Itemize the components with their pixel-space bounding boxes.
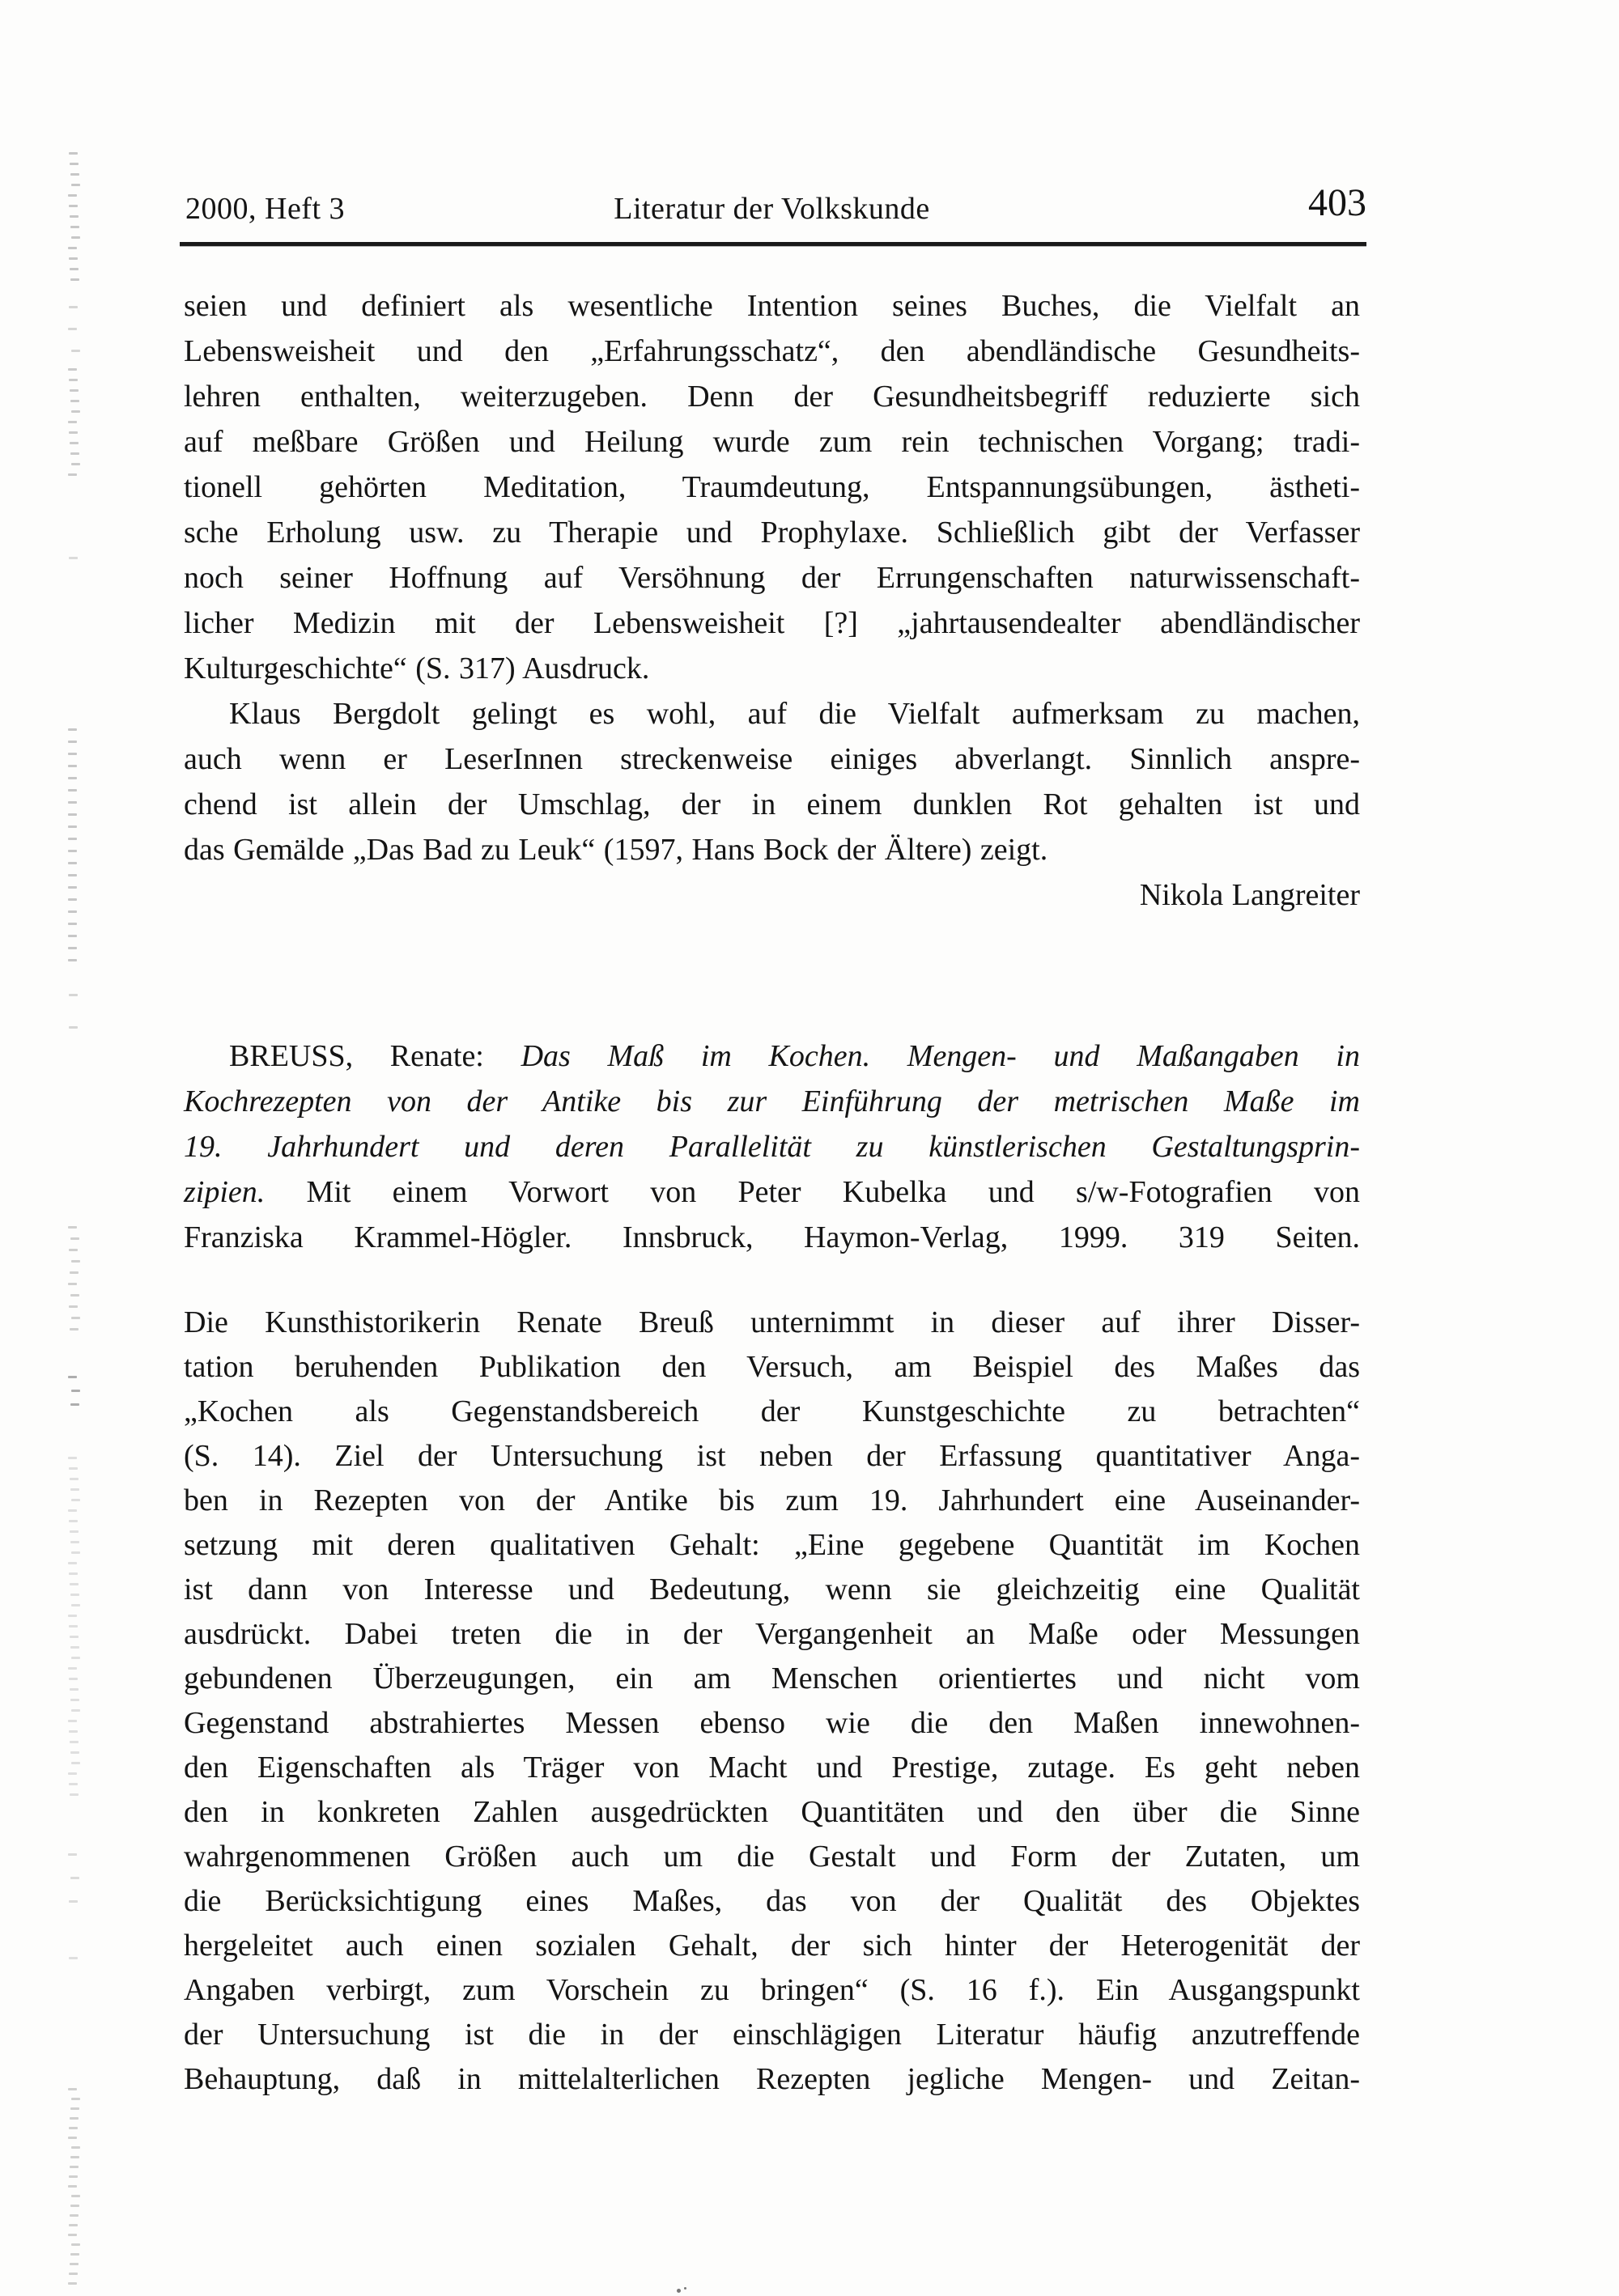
italic-text-segment: zipien. [184, 1175, 266, 1209]
scan-noise-dash [68, 789, 77, 792]
text-line [184, 374, 1360, 419]
text-segment: tionell gehörten Meditation, Traumdeutung, Entspannungsübungen, ästheti- [184, 470, 1360, 504]
scan-noise-dash [70, 1530, 79, 1533]
scan-noise-dash [68, 741, 77, 743]
scan-noise-dash [68, 473, 77, 476]
scan-noise-dash [70, 163, 79, 165]
scan-noise-dash [70, 1271, 79, 1274]
scan-noise-dash [71, 410, 80, 413]
review-breuss-text [184, 1301, 1360, 2102]
scan-noise-dash [70, 1328, 79, 1330]
scan-noise-dash [69, 205, 78, 207]
text-segment: Kulturgeschichte“ (S. 317) Ausdruck. [184, 651, 650, 685]
scan-noise-dash [71, 1390, 80, 1392]
scan-noise-dash [70, 1478, 79, 1480]
scan-noise-dash [68, 765, 77, 767]
text-segment: ausdrückt. Dabei treten die in der Vergangenheit an Maße oder Messungen [184, 1617, 1360, 1651]
scan-noise-dash [68, 801, 77, 804]
scan-noise-dash [68, 1667, 77, 1670]
scan-noise-speck [677, 2289, 681, 2293]
scan-noise-dash [69, 1625, 78, 1628]
scan-noise-dash [69, 306, 78, 308]
scan-noise-dash [71, 1657, 80, 1659]
scan-noise-dash [71, 1551, 80, 1554]
text-line [184, 601, 1360, 646]
scan-noise-dash [70, 1594, 79, 1596]
scan-noise-dash [68, 328, 77, 330]
scan-noise-dash [71, 1762, 80, 1764]
scan-noise-dash [70, 2214, 79, 2217]
text-segment: „Kochen als Gegenstandsbereich der Kunstgeschichte zu betrachten“ [184, 1394, 1360, 1428]
scan-noise-dash [69, 1678, 78, 1680]
scan-noise-dash [69, 257, 78, 260]
scan-noise-dash [69, 2273, 78, 2275]
scan-noise-dash [70, 2263, 79, 2265]
text-line [184, 1215, 1360, 1260]
text-line [184, 1033, 1360, 1079]
text-segment: auch wenn er LeserInnen streckenweise einiges abverlangt. Sinnlich anspre- [184, 742, 1360, 776]
scan-noise-dash [70, 226, 79, 228]
text-line [184, 1390, 1360, 1434]
scan-noise-dash [68, 959, 77, 961]
text-line [184, 646, 1360, 691]
text-segment: der Untersuchung ist die in der einschlägigen Literatur häufig anzutreffende [184, 2018, 1360, 2052]
scan-noise-dash [70, 2107, 79, 2110]
scan-noise-dash [71, 236, 80, 239]
scan-noise-dash [69, 152, 78, 155]
text-line [184, 1479, 1360, 1523]
text-line [184, 329, 1360, 374]
italic-text-segment: Kochrezepten von der Antike bis zur Einführung der metrischen Maße im [184, 1084, 1360, 1118]
text-segment: lehren enthalten, weiterzugeben. Denn der Gesundheitsbegriff reduzierte sich [184, 380, 1360, 414]
text-segment: Mit einem Vorwort von Peter Kubelka und s/w-Fotografien von [265, 1175, 1360, 1209]
page-text-column [184, 0, 1366, 2296]
text-line [184, 1079, 1360, 1124]
text-line [184, 1746, 1360, 1790]
scan-noise-dash [70, 2156, 79, 2158]
scan-noise-dash [68, 1615, 77, 1617]
scan-noise-dash [68, 935, 77, 937]
text-line [184, 2013, 1360, 2057]
header-journal-title: Literatur der Volkskunde [614, 192, 930, 226]
scan-noise-dash [70, 1294, 79, 1297]
scan-noise-dash [68, 421, 77, 423]
text-line [184, 555, 1360, 601]
scan-noise-speck [684, 2287, 686, 2290]
scan-noise-dash [69, 431, 78, 434]
scan-noise-dash [70, 268, 79, 270]
scan-noise-dash [70, 1488, 79, 1491]
scan-noise-dash [70, 1636, 79, 1638]
text-line [184, 782, 1360, 827]
text-line [184, 1790, 1360, 1835]
scan-noise-dash [70, 1793, 79, 1796]
scan-noise-dash [68, 850, 77, 852]
text-line [184, 1612, 1360, 1657]
text-segment: den in konkreten Zahlen ausgedrückten Quantitäten und den über die Sinne [184, 1795, 1360, 1829]
text-segment: ist dann von Interesse und Bedeutung, wenn sie gleichzeitig eine Qualität [184, 1572, 1360, 1606]
scan-noise-dash [69, 994, 78, 996]
text-line [184, 691, 1360, 736]
text-line [184, 2057, 1360, 2102]
scan-noise-dash [68, 2185, 77, 2188]
scan-noise-dash [70, 278, 79, 281]
scan-noise-dash [69, 2127, 78, 2129]
scan-noise-dash [68, 753, 77, 755]
scan-noise-dash [70, 452, 79, 455]
scan-noise-dash [70, 1751, 79, 1754]
text-line [184, 1169, 1360, 1215]
text-segment: tation beruhenden Publikation den Versuch, am Beispiel des Maßes das [184, 1350, 1360, 1384]
scan-noise-dash [70, 389, 79, 392]
scan-noise-dash [68, 2282, 77, 2285]
text-segment: wahrgenommenen Größen auch um die Gestalt und Form der Zutaten, um [184, 1840, 1360, 1874]
text-segment: Die Kunsthistorikerin Renate Breuß unternimmt in dieser auf ihrer Disser- [184, 1305, 1360, 1339]
text-segment: setzung mit deren qualitativen Gehalt: „Eine gegebene Quantität im Kochen [184, 1528, 1360, 1562]
scan-noise-dash [68, 1376, 77, 1378]
scan-noise-dash [68, 368, 77, 371]
text-line [184, 1657, 1360, 1701]
text-segment: ben in Rezepten von der Antike bis zum 19. Jahrhundert eine Auseinander- [184, 1483, 1360, 1517]
text-line [184, 1301, 1360, 1345]
text-segment: das Gemälde „Das Bad zu Leuk“ (1597, Hans Bock der Ältere) zeigt. [184, 833, 1048, 867]
text-segment: Angaben verbirgt, zum Vorschein zu bringen“ (S. 16 f.). Ein Ausgangspunkt [184, 1973, 1360, 2007]
scan-noise-dash [69, 2175, 78, 2178]
book-citation-breuss [184, 1033, 1360, 1260]
scan-noise-dash [70, 2117, 79, 2120]
text-line [184, 419, 1360, 465]
text-segment: hergeleitet auch einen sozialen Gehalt, der sich hinter der Heterogenität der [184, 1929, 1360, 1963]
scan-noise-dash [69, 379, 78, 381]
text-segment: Klaus Bergdolt gelingt es wohl, auf die Vielfalt aufmerksam zu machen, [229, 697, 1360, 731]
scan-noise-dash [70, 1699, 79, 1701]
scan-noise-dash [71, 2243, 80, 2246]
scan-noise-dash [70, 215, 79, 218]
scan-noise-dash [69, 1305, 78, 1308]
text-line [184, 1879, 1360, 1924]
text-line [184, 1345, 1360, 1390]
scan-noise-dash [68, 777, 77, 779]
scan-noise-dash [69, 2224, 78, 2226]
scan-noise-dash [68, 898, 77, 901]
text-segment: Gegenstand abstrahiertes Messen ebenso wie die den Maßen innewohnen- [184, 1706, 1360, 1740]
scan-noise-dash [71, 1317, 80, 1319]
text-line [184, 1568, 1360, 1612]
scan-noise-dash [68, 838, 77, 840]
text-segment: Lebensweisheit und den „Erfahrungsschatz“, den abendländische Gesundheits- [184, 334, 1360, 368]
scan-noise-dash [68, 1772, 77, 1775]
scan-noise-dash [69, 1730, 78, 1733]
text-segment: Franziska Krammel-Högler. Innsbruck, Haymon-Verlag, 1999. 319 Seiten. [184, 1220, 1360, 1254]
scan-noise-dash [70, 1877, 79, 1879]
scan-noise-dash [71, 1260, 80, 1263]
scan-noise-dash [68, 2088, 77, 2090]
text-line [184, 1124, 1360, 1169]
header-rule [180, 242, 1366, 246]
scan-noise-dash [68, 825, 77, 828]
text-segment: den Eigenschaften als Träger von Macht und Prestige, zutage. Es geht neben [184, 1751, 1360, 1785]
scan-noise-dash [70, 2253, 79, 2256]
scan-noise-dash [70, 173, 79, 176]
text-segment: BREUSS, Renate: [229, 1039, 521, 1073]
text-segment: Behauptung, daß in mittelalterlichen Rezepten jegliche Mengen- und Zeitan- [184, 2062, 1360, 2096]
text-segment: auf meßbare Größen und Heilung wurde zum rein technischen Vorgang; tradi- [184, 425, 1360, 459]
scan-noise-dash [71, 1604, 80, 1606]
text-line [184, 1924, 1360, 1968]
scan-noise-dash [69, 1900, 78, 1903]
scan-noise-dash [71, 2195, 80, 2197]
scan-noise-dash [71, 1709, 80, 1712]
scan-noise-dash [70, 2166, 79, 2168]
scan-noise-dash [71, 2098, 80, 2100]
scan-noise-dash [70, 1583, 79, 1585]
scan-noise-dash [69, 1572, 78, 1575]
scan-noise-dash [70, 1741, 79, 1743]
scan-noise-dash [68, 923, 77, 925]
scan-noise-dash [68, 813, 77, 816]
text-line [184, 1434, 1360, 1479]
text-segment: Nikola Langreiter [1139, 878, 1360, 912]
text-segment: sche Erholung usw. zu Therapie und Prophylaxe. Schließlich gibt der Verfasser [184, 516, 1360, 550]
scan-noise-dash [68, 194, 77, 197]
scan-noise-dash [70, 1646, 79, 1649]
scan-noise-dash [68, 2234, 77, 2236]
reviewer-signature [184, 872, 1360, 918]
scan-noise-dash [69, 1467, 78, 1470]
scan-noise-dash [69, 1026, 78, 1029]
scan-noise-dash [68, 1720, 77, 1722]
header-page-number: 403 [1308, 181, 1366, 224]
text-line [184, 827, 1360, 872]
scan-noise-dash [68, 1562, 77, 1564]
text-line [184, 283, 1360, 329]
text-segment: (S. 14). Ziel der Untersuchung ist neben der Erfassung quantitativer Anga- [184, 1439, 1360, 1473]
text-segment: licher Medizin mit der Lebensweisheit [?] „jahrtausendealter abendländischer [184, 606, 1360, 640]
scan-noise-dash [71, 2146, 80, 2149]
scan-noise-dash [69, 1783, 78, 1785]
text-segment: noch seiner Hoffnung auf Versöhnung der Errungenschaften naturwissenschaft- [184, 561, 1360, 595]
italic-text-segment: 19. Jahrhundert und deren Parallelität zu künstlerischen Gestaltungsprin- [184, 1130, 1360, 1164]
scan-noise-dash [69, 1957, 78, 1959]
scan-noise-dash [71, 463, 80, 465]
scan-noise-dash [68, 886, 77, 889]
scan-noise-dash [68, 1853, 77, 1856]
italic-text-segment: Das Maß im Kochen. Mengen- und Maßangaben in [521, 1039, 1360, 1073]
scan-noise-dash [70, 1403, 79, 1406]
text-segment: gebundenen Überzeugungen, ein am Menschen orientiertes und nicht vom [184, 1662, 1360, 1695]
header-issue: 2000, Heft 3 [185, 192, 346, 226]
text-line [184, 465, 1360, 510]
scan-noise-dash [70, 1541, 79, 1543]
review-bergdolt-text [184, 283, 1360, 918]
scan-noise-dash [68, 910, 77, 913]
scan-noise-dash [70, 2205, 79, 2207]
text-segment: seien und definiert als wesentliche Intention seines Buches, die Vielfalt an [184, 289, 1360, 323]
text-line [184, 1523, 1360, 1568]
scan-noise-dash [70, 1237, 79, 1240]
scan-noise-dash [69, 1249, 78, 1251]
scan-noise-dash [68, 728, 77, 731]
scan-noise-dash [68, 874, 77, 876]
scan-noise-dash [68, 1457, 77, 1459]
text-line [184, 736, 1360, 782]
text-line [184, 1701, 1360, 1746]
scan-noise-dash [68, 1283, 77, 1285]
scan-noise-dash [70, 400, 79, 402]
scan-noise-dash [71, 1499, 80, 1501]
text-line [184, 510, 1360, 555]
scan-noise-dash [69, 1520, 78, 1522]
text-line [184, 1968, 1360, 2013]
scan-noise-dash [68, 947, 77, 949]
scan-noise-dash [68, 1509, 77, 1512]
scan-noise-dash [68, 1226, 77, 1229]
text-segment: chend ist allein der Umschlag, der in einem dunklen Rot gehalten ist und [184, 787, 1360, 821]
text-line [184, 1835, 1360, 1879]
scan-noise-dash [69, 557, 78, 559]
scan-noise-dash [68, 247, 77, 249]
text-segment: die Berücksichtigung eines Maßes, das von der Qualität des Objektes [184, 1884, 1360, 1918]
scan-noise-dash [70, 442, 79, 444]
scan-noise-dash [71, 350, 80, 352]
scan-noise-dash [71, 184, 80, 186]
scan-noise-dash [70, 1688, 79, 1691]
scan-noise-dash [68, 862, 77, 864]
scan-noise-dash [68, 2137, 77, 2139]
